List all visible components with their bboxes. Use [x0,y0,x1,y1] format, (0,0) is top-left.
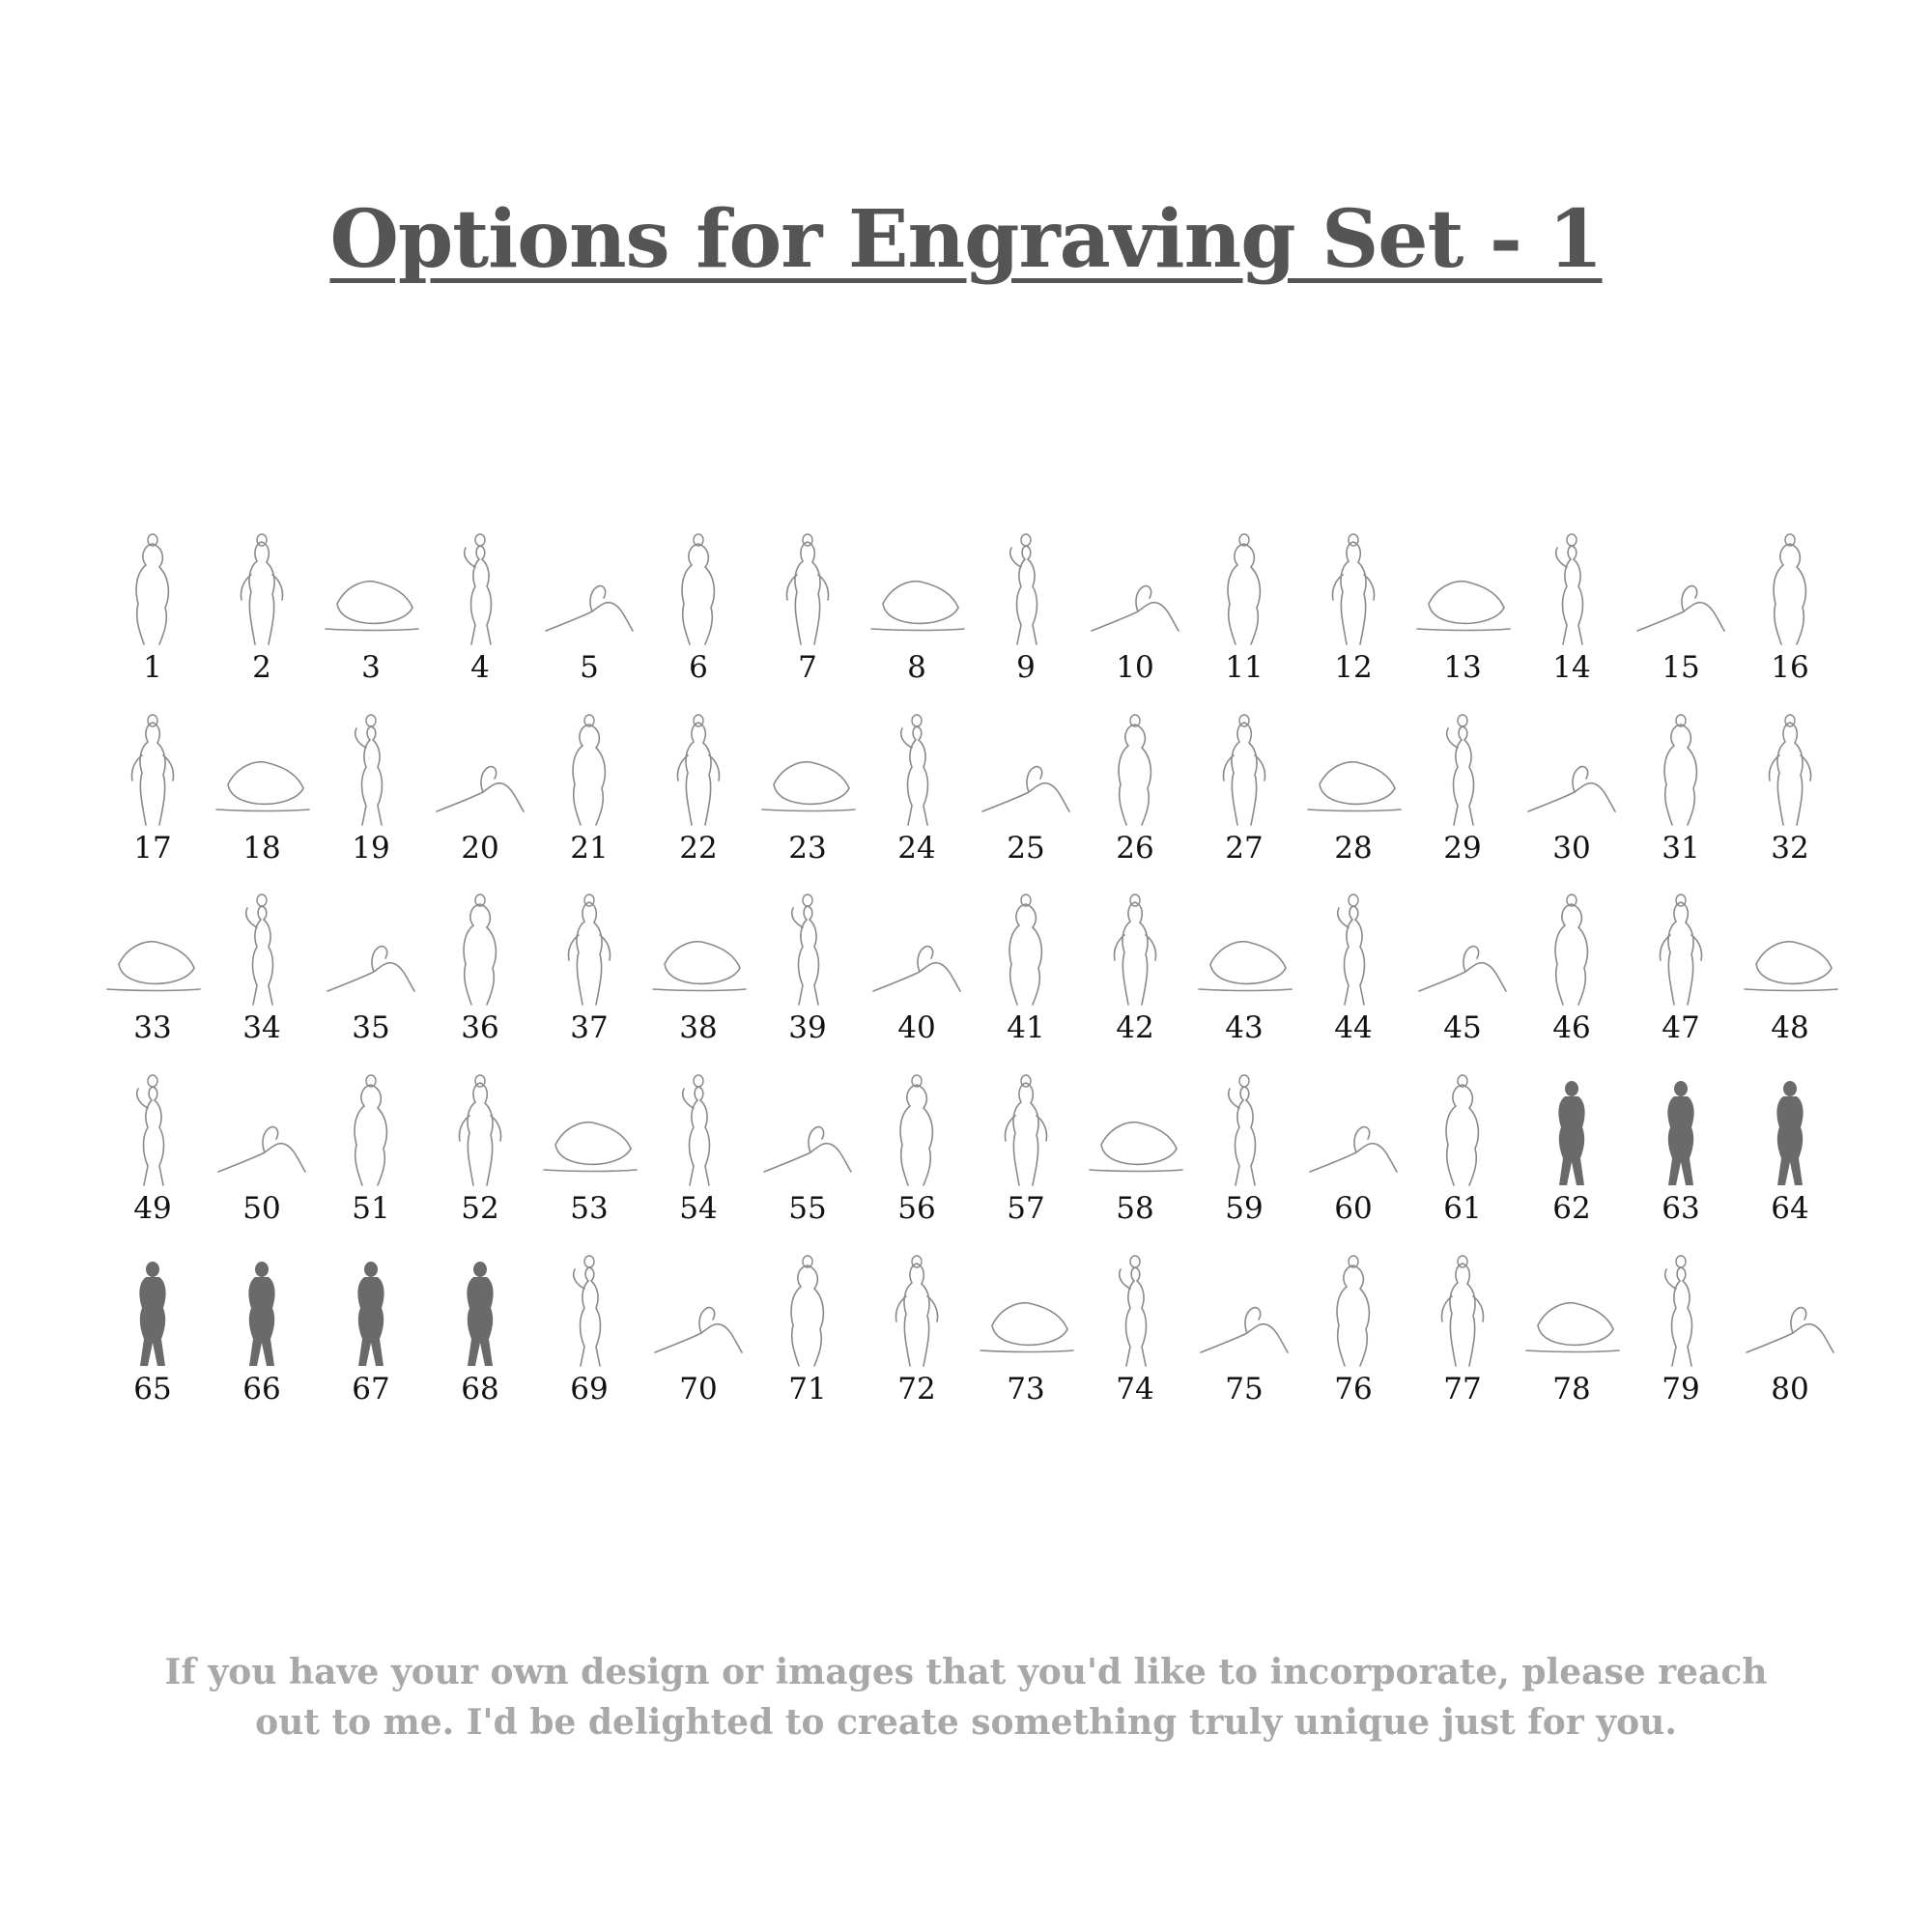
option-number: 66 [242,1372,281,1406]
option-26 [1082,717,1188,871]
option-58 [1082,1077,1188,1232]
figure-drawing-58 [1082,1077,1188,1188]
option-number: 2 [252,650,271,685]
figure-drawing-45 [1409,896,1516,1008]
option-47 [1628,896,1734,1051]
option-35 [318,896,424,1051]
figure-drawing-21 [536,717,642,828]
option-number: 24 [897,831,936,866]
option-number: 63 [1662,1191,1700,1226]
option-number: 35 [352,1010,390,1045]
option-23 [754,717,861,871]
figure-drawing-59 [1191,1077,1297,1188]
figure-drawing-56 [864,1077,970,1188]
figure-drawing-75 [1191,1258,1297,1369]
option-number: 70 [679,1372,718,1406]
figure-drawing-7 [754,536,861,647]
figure-drawing-52 [427,1077,533,1188]
option-number: 23 [788,831,827,866]
option-number: 45 [1443,1010,1482,1045]
option-9 [973,536,1079,691]
option-number: 42 [1116,1010,1154,1045]
option-19 [318,717,424,871]
figure-drawing-67 [318,1258,424,1369]
option-number: 41 [1007,1010,1045,1045]
option-16 [1737,536,1843,691]
figure-drawing-16 [1737,536,1843,647]
option-number: 16 [1771,650,1809,685]
figure-drawing-13 [1409,536,1516,647]
option-number: 80 [1771,1372,1809,1406]
option-75 [1191,1258,1297,1412]
figure-drawing-1 [99,536,206,647]
figure-drawing-23 [754,717,861,828]
option-number: 21 [570,831,609,866]
footer-line-2: out to me. I'd be delighted to create something truly unique just for you. [255,1702,1677,1743]
option-number: 36 [461,1010,499,1045]
option-70 [645,1258,752,1412]
option-66 [209,1258,315,1412]
figure-drawing-11 [1191,536,1297,647]
figure-drawing-24 [864,717,970,828]
option-78 [1519,1258,1625,1412]
option-number: 78 [1552,1372,1591,1406]
figure-drawing-3 [318,536,424,647]
option-number: 14 [1552,650,1591,685]
option-62 [1519,1077,1625,1232]
option-80 [1737,1258,1843,1412]
option-72 [864,1258,970,1412]
option-number: 72 [897,1372,936,1406]
option-number: 30 [1552,831,1591,866]
option-number: 28 [1334,831,1373,866]
figure-drawing-69 [536,1258,642,1369]
option-38 [645,896,752,1051]
option-number: 37 [570,1010,609,1045]
option-5 [536,536,642,691]
option-number: 75 [1225,1372,1264,1406]
figure-drawing-39 [754,896,861,1008]
option-48 [1737,896,1843,1051]
option-25 [973,717,1079,871]
figure-drawing-65 [99,1258,206,1369]
figure-drawing-70 [645,1258,752,1369]
figure-drawing-26 [1082,717,1188,828]
figure-drawing-51 [318,1077,424,1188]
figure-drawing-30 [1519,717,1625,828]
option-67 [318,1258,424,1412]
option-44 [1300,896,1406,1051]
footer-line-1: If you have your own design or images that you'd like to incorporate, please reach [164,1652,1768,1692]
option-number: 5 [580,650,599,685]
figure-drawing-17 [99,717,206,828]
option-40 [864,896,970,1051]
option-number: 20 [461,831,499,866]
option-number: 43 [1225,1010,1264,1045]
figure-drawing-64 [1737,1077,1843,1188]
figure-drawing-46 [1519,896,1625,1008]
figure-drawing-55 [754,1077,861,1188]
option-73 [973,1258,1079,1412]
option-28 [1300,717,1406,871]
option-number: 55 [788,1191,827,1226]
figure-drawing-6 [645,536,752,647]
option-number: 56 [897,1191,936,1226]
option-number: 58 [1116,1191,1154,1226]
figure-drawing-41 [973,896,1079,1008]
option-number: 61 [1443,1191,1482,1226]
figure-drawing-74 [1082,1258,1188,1369]
option-57 [973,1077,1079,1232]
option-64 [1737,1077,1843,1232]
option-number: 73 [1007,1372,1045,1406]
page-title: Options for Engraving Set - 1 [329,193,1603,286]
figure-drawing-48 [1737,896,1843,1008]
option-number: 67 [352,1372,390,1406]
option-79 [1628,1258,1734,1412]
figure-drawing-14 [1519,536,1625,647]
option-8 [864,536,970,691]
option-number: 38 [679,1010,718,1045]
option-number: 3 [361,650,381,685]
option-42 [1082,896,1188,1051]
figure-drawing-25 [973,717,1079,828]
option-13 [1409,536,1516,691]
figure-drawing-28 [1300,717,1406,828]
option-7 [754,536,861,691]
option-1 [99,536,206,691]
figure-drawing-8 [864,536,970,647]
figure-drawing-53 [536,1077,642,1188]
figure-drawing-77 [1409,1258,1516,1369]
option-52 [427,1077,533,1232]
figure-drawing-19 [318,717,424,828]
option-number: 15 [1662,650,1700,685]
option-30 [1519,717,1625,871]
figure-drawing-54 [645,1077,752,1188]
option-36 [427,896,533,1051]
option-50 [209,1077,315,1232]
option-63 [1628,1077,1734,1232]
option-number: 33 [133,1010,172,1045]
figure-drawing-27 [1191,717,1297,828]
option-number: 74 [1116,1372,1154,1406]
option-49 [99,1077,206,1232]
figure-drawing-47 [1628,896,1734,1008]
option-number: 19 [352,831,390,866]
option-number: 65 [133,1372,172,1406]
figure-drawing-63 [1628,1077,1734,1188]
figure-drawing-62 [1519,1077,1625,1188]
figure-drawing-57 [973,1077,1079,1188]
option-20 [427,717,533,871]
option-number: 64 [1771,1191,1809,1226]
option-32 [1737,717,1843,871]
option-number: 77 [1443,1372,1482,1406]
option-69 [536,1258,642,1412]
option-number: 57 [1007,1191,1045,1226]
figure-drawing-12 [1300,536,1406,647]
option-4 [427,536,533,691]
option-29 [1409,717,1516,871]
figure-drawing-68 [427,1258,533,1369]
option-number: 7 [798,650,817,685]
figure-drawing-80 [1737,1258,1843,1369]
option-number: 62 [1552,1191,1591,1226]
option-number: 18 [242,831,281,866]
option-number: 76 [1334,1372,1373,1406]
option-59 [1191,1077,1297,1232]
option-14 [1519,536,1625,691]
option-27 [1191,717,1297,871]
option-43 [1191,896,1297,1051]
option-number: 44 [1334,1010,1373,1045]
figure-drawing-66 [209,1258,315,1369]
option-71 [754,1258,861,1412]
figure-drawing-37 [536,896,642,1008]
option-24 [864,717,970,871]
option-18 [209,717,315,871]
option-34 [209,896,315,1051]
figure-drawing-18 [209,717,315,828]
option-number: 9 [1016,650,1036,685]
figure-drawing-73 [973,1258,1079,1369]
option-number: 11 [1225,650,1264,685]
figure-drawing-79 [1628,1258,1734,1369]
option-15 [1628,536,1734,691]
option-number: 53 [570,1191,609,1226]
option-number: 34 [242,1010,281,1045]
figure-drawing-32 [1737,717,1843,828]
figure-drawing-78 [1519,1258,1625,1369]
option-number: 48 [1771,1010,1809,1045]
option-55 [754,1077,861,1232]
figure-drawing-43 [1191,896,1297,1008]
option-number: 29 [1443,831,1482,866]
option-number: 1 [143,650,162,685]
option-41 [973,896,1079,1051]
option-12 [1300,536,1406,691]
option-51 [318,1077,424,1232]
option-number: 59 [1225,1191,1264,1226]
option-number: 54 [679,1191,718,1226]
option-number: 51 [352,1191,390,1226]
figure-drawing-44 [1300,896,1406,1008]
option-76 [1300,1258,1406,1412]
figure-drawing-49 [99,1077,206,1188]
figure-drawing-15 [1628,536,1734,647]
option-number: 31 [1662,831,1700,866]
option-number: 27 [1225,831,1264,866]
figure-drawing-72 [864,1258,970,1369]
option-number: 49 [133,1191,172,1226]
option-2 [209,536,315,691]
option-17 [99,717,206,871]
option-number: 25 [1007,831,1045,866]
option-number: 68 [461,1372,499,1406]
option-10 [1082,536,1188,691]
option-number: 8 [907,650,926,685]
figure-drawing-4 [427,536,533,647]
option-number: 52 [461,1191,499,1226]
option-56 [864,1077,970,1232]
figure-drawing-42 [1082,896,1188,1008]
footer-note [145,1647,1787,1747]
figure-drawing-22 [645,717,752,828]
figure-drawing-20 [427,717,533,828]
option-number: 13 [1443,650,1482,685]
option-number: 71 [788,1372,827,1406]
figure-drawing-31 [1628,717,1734,828]
option-number: 60 [1334,1191,1373,1226]
option-number: 50 [242,1191,281,1226]
option-number: 40 [897,1010,936,1045]
option-60 [1300,1077,1406,1232]
option-45 [1409,896,1516,1051]
figure-drawing-71 [754,1258,861,1369]
figure-drawing-36 [427,896,533,1008]
option-33 [99,896,206,1051]
option-53 [536,1077,642,1232]
figure-drawing-29 [1409,717,1516,828]
option-37 [536,896,642,1051]
figure-drawing-9 [973,536,1079,647]
figure-drawing-40 [864,896,970,1008]
option-54 [645,1077,752,1232]
option-31 [1628,717,1734,871]
option-number: 22 [679,831,718,866]
figure-drawing-60 [1300,1077,1406,1188]
option-21 [536,717,642,871]
option-number: 32 [1771,831,1809,866]
option-number: 46 [1552,1010,1591,1045]
figure-drawing-5 [536,536,642,647]
option-68 [427,1258,533,1412]
option-number: 26 [1116,831,1154,866]
option-number: 10 [1116,650,1154,685]
option-number: 39 [788,1010,827,1045]
option-65 [99,1258,206,1412]
option-77 [1409,1258,1516,1412]
option-number: 12 [1334,650,1373,685]
figure-drawing-10 [1082,536,1188,647]
option-number: 47 [1662,1010,1700,1045]
option-number: 79 [1662,1372,1700,1406]
figure-drawing-35 [318,896,424,1008]
option-74 [1082,1258,1188,1412]
option-number: 6 [689,650,708,685]
option-3 [318,536,424,691]
figure-drawing-76 [1300,1258,1406,1369]
figure-drawing-61 [1409,1077,1516,1188]
figure-drawing-50 [209,1077,315,1188]
option-22 [645,717,752,871]
option-number: 69 [570,1372,609,1406]
figure-drawing-38 [645,896,752,1008]
option-6 [645,536,752,691]
option-number: 17 [133,831,172,866]
figure-drawing-34 [209,896,315,1008]
option-number: 4 [470,650,490,685]
option-39 [754,896,861,1051]
option-11 [1191,536,1297,691]
figure-drawing-2 [209,536,315,647]
option-61 [1409,1077,1516,1232]
option-46 [1519,896,1625,1051]
figure-drawing-33 [99,896,206,1008]
